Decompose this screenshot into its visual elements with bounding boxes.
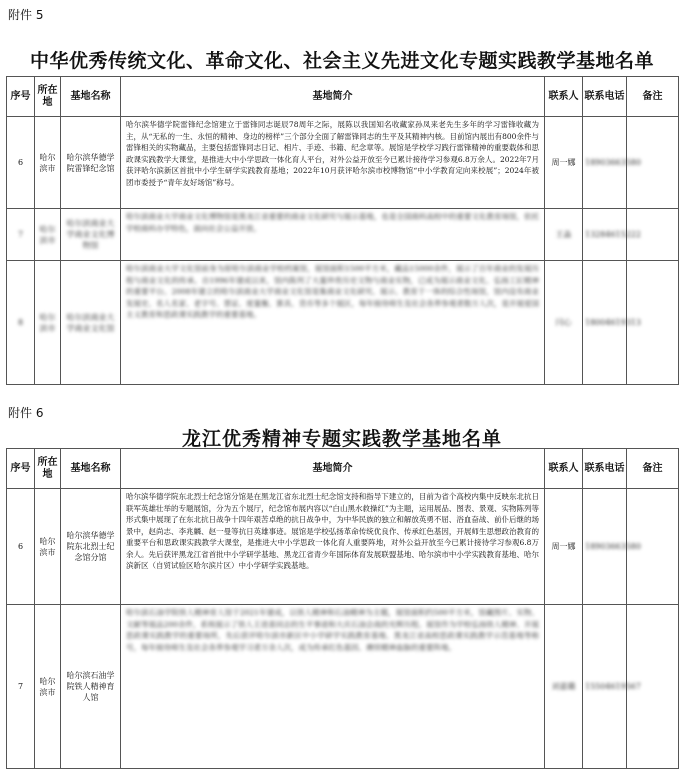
row-seq: 6 bbox=[7, 117, 35, 209]
row-contact: 刘嘉璐 bbox=[545, 605, 583, 769]
header-name: 基地名称 bbox=[61, 449, 121, 489]
header-seq: 序号 bbox=[7, 77, 35, 117]
attachment-label: 附件 5 bbox=[8, 8, 44, 22]
header-phone: 联系电话 bbox=[583, 77, 627, 117]
base-list-table bbox=[6, 448, 679, 769]
row-intro: 哈尔滨商业大学文化馆前身为原哈尔滨商业学校档案馆，展馆面积1500平方米，藏品15000余件，展示了百年商业的发展历程与商业文化的传承。自1996年建成以来，馆内陈列了大量珍贵历史文物与商业实物，已成为展示商业文化、弘扬工匠精神的重要平台。2008年建立的哈尔滨商业大学商业文化馆是集商业文化研究、展示、教育于一体的综合性场馆，馆内设有商业发展史、名人名家、老字号、票证、度量衡、算具、货币等多个展区，每年接待师生及社会各界参观者数万人次，是开展爱国主义教育和思政课实践教学的重要基地。 bbox=[121, 261, 545, 385]
document-title: 中华优秀传统文化、革命文化、社会主义先进文化专题实践教学基地名单 bbox=[29, 50, 654, 72]
row-contact: 周一娜 bbox=[545, 489, 583, 605]
table-header-row bbox=[7, 77, 679, 117]
table-row bbox=[7, 209, 679, 261]
row-seq: 7 bbox=[7, 605, 35, 769]
row-intro: 哈尔滨华德学院雷锋纪念馆建立于雷锋同志诞辰78周年之际，展陈以我国知名收藏家孙凤来老先生多年的学习雷锋收藏为主，从“无私的一生、永恒的精神、身边的榜样”三个部分全面了解雷锋同志的生平及其精神内核。目前馆内展出有800余件与雷锋相关的实物藏品，主要包括雷锋同志日记、相片、手迹、书籍、纪念章等。展馆是学校学习践行雷锋精神的重要载体和思政课实践教学大课堂，是推进大中小学思政一体化育人平台，对外公益开放至今已累计接待学习参观6.8万余人。2022年7月获评哈尔滨新区首批中小学生研学实践教育基地；2022年10月获评哈尔滨市校博物馆“中小学教育定向来校展”；2024年被团市委授予“青年友好场馆”称号。 bbox=[121, 117, 545, 209]
row-phone: 18004619313 bbox=[583, 261, 627, 385]
document-title: 龙江优秀精神专题实践教学基地名单 bbox=[181, 428, 502, 450]
row-intro: 哈尔滨华德学院东北烈士纪念馆分馆是在黑龙江省东北烈士纪念馆支持和指导下建立的，目前为省个高校内集中反映东北抗日联军英雄壮举的专题展馆，分为五个展厅，纪念馆布展内容以“白山黑水救操红”为主题，运用展品、图表、景观、实物陈列等形式集中展现了在东北抗日战争十四年艰苦卓绝的抗日战争中，为中华民族的独立和解放英勇不屈、浴血奋战、前仆后继的场景中，赵尚志、李兆麟、赵一曼等抗日英雄事迹。展馆是学校弘扬革命传统优良作、传承红色基因，开展师生思想政治教育的重要平台和思政课实践教学大课堂，是推进大中小学思政一体化育人重要阵地，对外公益开放至今已累计接待学习参观6.8万余人。先后获评黑龙江省首批中小学研学基地、黑龙江省青少年国际体育发展联盟基地、哈尔滨市中小学实践教育基地、哈尔滨新区（自贸试验区哈尔滨片区）中小学研学实践基地。 bbox=[121, 489, 545, 605]
row-location: 哈尔滨市 bbox=[35, 489, 61, 605]
attachment-label: 附件 6 bbox=[8, 406, 44, 420]
row-location: 哈尔滨市 bbox=[35, 605, 61, 769]
header-location: 所在地 bbox=[35, 449, 61, 489]
header-seq: 序号 bbox=[7, 449, 35, 489]
row-contact: 闫心 bbox=[545, 261, 583, 385]
row-contact: 周一娜 bbox=[545, 117, 583, 209]
header-location: 所在地 bbox=[35, 77, 61, 117]
header-phone: 联系电话 bbox=[583, 449, 627, 489]
header-intro: 基地简介 bbox=[121, 77, 545, 117]
table-row bbox=[7, 261, 679, 385]
row-intro: 哈尔滨商业大学商业文化博物馆是黑龙江省重要的商业文化研究与展示基地，也是全国商科高校中的重要文化教育场馆，依托学校商科办学特色，面向社会公益开放。 bbox=[121, 209, 545, 261]
row-seq: 6 bbox=[7, 489, 35, 605]
row-location: 哈尔滨市 bbox=[35, 209, 61, 261]
row-location: 哈尔滨市 bbox=[35, 117, 61, 209]
row-name: 哈尔滨商业大学商业文化馆 bbox=[61, 261, 121, 385]
row-phone: 13284615222 bbox=[583, 209, 627, 261]
table-row bbox=[7, 489, 679, 605]
row-name: 哈尔滨华德学院东北烈士纪念馆分馆 bbox=[61, 489, 121, 605]
row-phone: 18903663580 bbox=[583, 117, 627, 209]
header-note: 备注 bbox=[627, 449, 679, 489]
row-seq: 8 bbox=[7, 261, 35, 385]
row-name: 哈尔滨华德学院雷锋纪念馆 bbox=[61, 117, 121, 209]
row-seq: 7 bbox=[7, 209, 35, 261]
row-contact: 王淼 bbox=[545, 209, 583, 261]
row-phone: 18903663580 bbox=[583, 489, 627, 605]
base-list-table bbox=[6, 76, 679, 385]
header-contact: 联系人 bbox=[545, 77, 583, 117]
row-phone: 15504619567 bbox=[583, 605, 627, 769]
header-contact: 联系人 bbox=[545, 449, 583, 489]
row-name: 哈尔滨石油学院铁人精神育人馆 bbox=[61, 605, 121, 769]
table-header-row bbox=[7, 449, 679, 489]
row-name: 哈尔滨商业大学商业文化博物馆 bbox=[61, 209, 121, 261]
table-row bbox=[7, 117, 679, 209]
header-intro: 基地简介 bbox=[121, 449, 545, 489]
table-row bbox=[7, 605, 679, 769]
row-location: 哈尔滨市 bbox=[35, 261, 61, 385]
row-intro: 哈尔滨石油学院铁人精神育人馆于2021年建成，以铁人精神和石油精神为主题，展馆面积约500平方米，馆藏图片、实物、文献等展品200余件，系统展示了铁人王进喜同志的生平事迹和大庆石油会战的光辉历程。展馆作为学校弘扬铁人精神、开展思政课实践教学的重要场所，先后获评哈尔滨市新区中小学研学实践教育基地、黑龙江省高校思政课实践教学示范基地等称号，每年接待师生及社会各界参观学习者万余人次，成为传承红色基因、赓续精神血脉的重要阵地。 bbox=[121, 605, 545, 769]
header-note: 备注 bbox=[627, 77, 679, 117]
header-name: 基地名称 bbox=[61, 77, 121, 117]
